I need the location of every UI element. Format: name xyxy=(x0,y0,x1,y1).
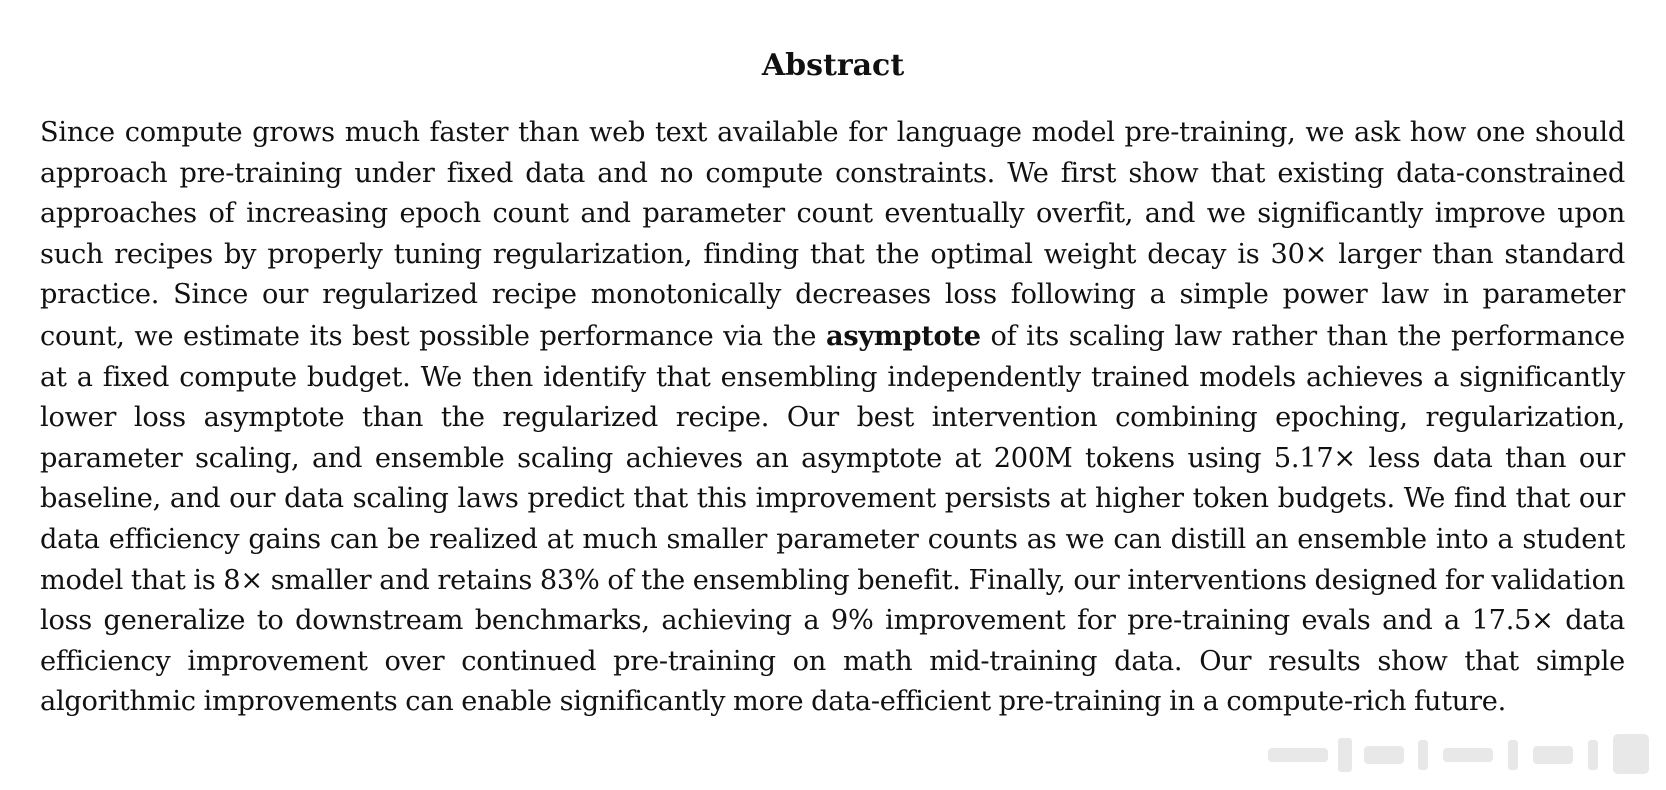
abstract-text-part-1: Since compute grows much faster than web text available for language model pre-training, we ask how one should approach pre-training under fixed data and no compute constraints. We first show that existing data-constrained approaches of increasing epoch count and parameter count eventually overfit, and we significantly improve upon such recipes by properly tuning regularization, finding that the optimal weight decay is 30× larger than standard practice. Since our regularized recipe monotonically decreases loss following a simple power law in parameter count, we estimate its best possible performance via the xyxy=(40,117,1625,352)
abstract-text-part-2: of its scaling law rather than the performance at a fixed compute budget. We then identify that ensembling independently trained models achieves a significantly lower loss asymptote than the regularized recipe. Our best intervention combining epoching, regularization, parameter scaling, and ensemble scaling achieves an asymptote at 200M tokens using 5.17× less data than our baseline, and our data scaling laws predict that this improvement persists at higher token budgets. We find that our data efficiency gains can be realized at much smaller parameter counts as we can distill an ensemble into a student model that is 8× smaller and retains 83% of the ensembling benefit. Finally, our interventions designed for validation loss generalize to downstream benchmarks, achieving a 9% improvement for pre-training evals and a 17.5× data efficiency improvement over continued pre-training on math mid-training data. Our results show that simple algorithmic improvements can enable significantly more data-efficient pre-training in a compute-rich future. xyxy=(40,320,1625,718)
abstract-text-emphasis-asymptote: asymptote xyxy=(825,319,981,352)
abstract-paragraph xyxy=(40,113,1625,723)
watermark-decoration xyxy=(1268,730,1658,778)
abstract-heading: Abstract xyxy=(761,48,905,83)
